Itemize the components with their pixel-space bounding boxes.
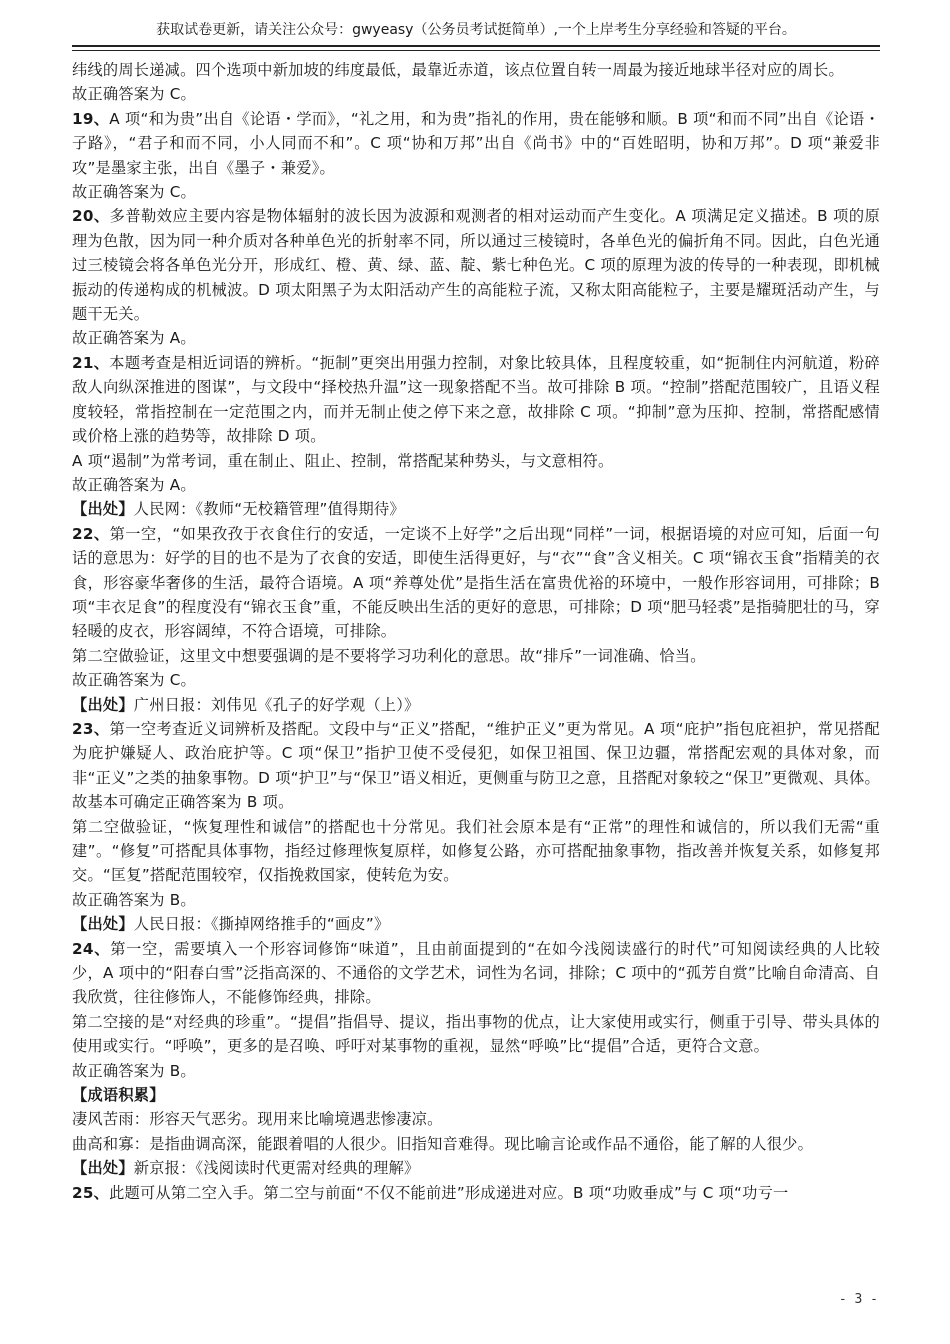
paragraph [72, 82, 880, 106]
source-tag: 【出处】 [72, 1159, 134, 1178]
paragraph-text: 第二空接的是“对经典的珍重”。“提倡”指倡导、提议，指出事物的优点，让大家使用或实行，侧重于引导、带头具体的使用或实行。“呼唤”，更多的是召唤、呼吁对某事物的重视，显然“呼唤”比“提倡”合适，更符合文意。 [72, 1012, 880, 1056]
question-number: 23、 [72, 719, 110, 738]
answer-line: 故正确答案为 C。 [72, 183, 196, 202]
question-number: 25、 [72, 1183, 110, 1202]
source-text: 新京报：《浅阅读时代更需对经典的理解》 [133, 1159, 420, 1178]
header-rule-thin [72, 50, 880, 51]
paragraph [72, 58, 880, 82]
question-number: 22、 [72, 524, 110, 543]
page-number: - 3 - [838, 1292, 878, 1307]
paragraph-text: 此题可从第二空入手。第二空与前面“不仅不能前进”形成递进对应。B 项“功败垂成”与 C 项“功亏一 [109, 1183, 789, 1202]
paragraph-text: 本题考查是相近词语的辨析。“扼制”更突出用强力控制，对象比较具体，且程度较重，如“扼制住内河航道，粉碎敌人向纵深推进的图谋”，与文段中“择校热升温”这一现象搭配不当。故可排除 B 项。“控制”搭配范围较广，且语义程度较轻，常指控制在一定范围之内，而并无制止使之停下来之意，故排除 C 项。“抑制”意为压抑、控制，常搭配感情或价格上涨的趋势等，故排除 D 项。 [72, 353, 880, 446]
paragraph-text: 第一空考查近义词辨析及搭配。文段中与“正义”搭配，“维护正义”更为常见。A 项“庇护”指包庇袒护，常见搭配为庇护嫌疑人、政治庇护等。C 项“保卫”指护卫使不受侵犯，如保卫祖国、保卫边疆，常搭配宏观的具体对象，而非“正义”之类的抽象事物。D 项“护卫”与“保卫”语义相近，更侧重与防卫之意，且搭配对象较之“保卫”更微观、具体。故基本可确定正确答案为 B 项。 [72, 719, 880, 812]
paragraph [72, 815, 880, 888]
paragraph [72, 1181, 880, 1205]
paragraph [72, 693, 880, 717]
paragraph [72, 717, 880, 815]
idiom-entry: 曲高和寡：是指曲调高深，能跟着唱的人很少。旧指知音难得。现比喻言论或作品不通俗，能了解的人很少。 [72, 1134, 813, 1153]
paragraph-text: 第二空做验证，“恢复理性和诚信”的搭配也十分常见。我们社会原本是有“正常”的理性和诚信的，所以我们无需“重建”。“修复”可搭配具体事物，指经过修理恢复原样，如修复公路，亦可搭配抽象事物，指改善并恢复关系，如修复邦交。“匡复”搭配范围较窄，仅指挽救国家，使转危为安。 [72, 817, 880, 885]
header-rule-thick [72, 45, 880, 47]
paragraph [72, 497, 880, 521]
document-body [72, 58, 880, 1205]
paragraph [72, 937, 880, 1010]
paragraph [72, 180, 880, 204]
source-tag: 【出处】 [72, 915, 134, 934]
page-header [72, 20, 880, 40]
source-text: 广州日报：刘伟见《孔子的好学观（上）》 [133, 695, 420, 714]
question-number: 21、 [72, 353, 110, 372]
question-number: 20、 [72, 207, 110, 226]
answer-line: 故正确答案为 A。 [72, 475, 196, 494]
paragraph [72, 668, 880, 692]
paragraph [72, 888, 880, 912]
paragraph [72, 1083, 880, 1107]
source-text: 人民网：《教师“无校籍管理”值得期待》 [133, 500, 405, 519]
paragraph [72, 1010, 880, 1059]
source-text: 人民日报：《撕掉网络推手的“画皮”》 [133, 915, 390, 934]
paragraph [72, 522, 880, 644]
question-number: 19、 [72, 109, 110, 128]
paragraph [72, 351, 880, 449]
paragraph-text: 第一空，“如果孜孜于衣食住行的安适，一定谈不上好学”之后出现“同样”一词，根据语境的对应可知，后面一句话的意思为：好学的目的也不是为了衣食的安适，即使生活得更好，与“衣”“食”含义相关。C 项“锦衣玉食”指精美的衣食，形容豪华奢侈的生活，最符合语境。A 项“养尊处优”是指生活在富贵优裕的环境中，一般作形容词用，可排除；B 项“丰衣足食”的程度没有“锦衣玉食”重，不能反映出生活的更好的意思，可排除；D 项“肥马轻裘”是指骑肥壮的马，穿轻暖的皮衣，形容阔绰，不符合语境，可排除。 [72, 524, 880, 641]
question-number: 24、 [72, 939, 111, 958]
paragraph [72, 326, 880, 350]
paragraph-text: 第一空，需要填入一个形容词修饰“味道”，且由前面提到的“在如今浅阅读盛行的时代”可知阅读经典的人比较少，A 项中的“阳春白雪”泛指高深的、不通俗的文学艺术，词性为名词，排除；C 项中的“孤芳自赏”比喻自命清高、自我欣赏，往往修饰人，不能修饰经典，排除。 [72, 939, 880, 1007]
paragraph [72, 1156, 880, 1180]
paragraph [72, 1107, 880, 1131]
paragraph [72, 1132, 880, 1156]
answer-line: 故正确答案为 B。 [72, 1061, 196, 1080]
paragraph-text: 第二空做验证，这里文中想要强调的是不要将学习功利化的意思。故“排斥”一词准确、恰当。 [72, 646, 706, 665]
paragraph-text: A 项“遏制”为常考词，重在制止、阻止、控制，常搭配某种势头，与文意相符。 [72, 451, 614, 470]
paragraph [72, 644, 880, 668]
answer-line: 故正确答案为 C。 [72, 671, 196, 690]
paragraph-text: 纬线的周长递减。四个选项中新加坡的纬度最低，最靠近赤道，该点位置自转一周最为接近地球半径对应的周长。 [72, 61, 844, 79]
answer-line: 故正确答案为 A。 [72, 329, 196, 348]
answer-line: 故正确答案为 C。 [72, 85, 196, 104]
header-text: 获取试卷更新，请关注公众号：gwyeasy（公务员考试挺简单）,一个上岸考生分享经验和答疑的平台。 [156, 22, 796, 38]
idiom-entry: 凄风苦雨：形容天气恶劣。现用来比喻境遇悲惨凄凉。 [72, 1110, 443, 1129]
source-tag: 【出处】 [72, 695, 134, 714]
paragraph [72, 204, 880, 326]
paragraph [72, 107, 880, 180]
paragraph-text: 多普勒效应主要内容是物体辐射的波长因为波源和观测者的相对运动而产生变化。A 项满足定义描述。B 项的原理为色散，因为同一种介质对各种单色光的折射率不同，所以通过三棱镜时，各单色光的偏折角不同。因此，白色光通过三棱镜会将各单色光分开，形成红、橙、黄、绿、蓝、靛、紫七种色光。C 项的原理为波的传导的一种表现，即机械振动的传递构成的机械波。D 项太阳黑子为太阳活动产生的高能粒子流，又称太阳高能粒子，主要是耀斑活动产生，与题干无关。 [72, 207, 881, 324]
idiom-section-tag: 【成语积累】 [72, 1086, 165, 1105]
paragraph [72, 449, 880, 473]
paragraph-text: A 项“和为贵”出自《论语・学而》，“礼之用，和为贵”指礼的作用，贵在能够和顺。B 项“和而不同”出自《论语・子路》，“君子和而不同，小人同而不和”。C 项“协和万邦”出自《尚书》中的“百姓昭明，协和万邦”。D 项“兼爱非攻”是墨家主张，出自《墨子・兼爱》。 [72, 109, 880, 177]
paragraph [72, 473, 880, 497]
source-tag: 【出处】 [72, 500, 134, 519]
paragraph [72, 912, 880, 936]
answer-line: 故正确答案为 B。 [72, 890, 196, 909]
paragraph [72, 1059, 880, 1083]
